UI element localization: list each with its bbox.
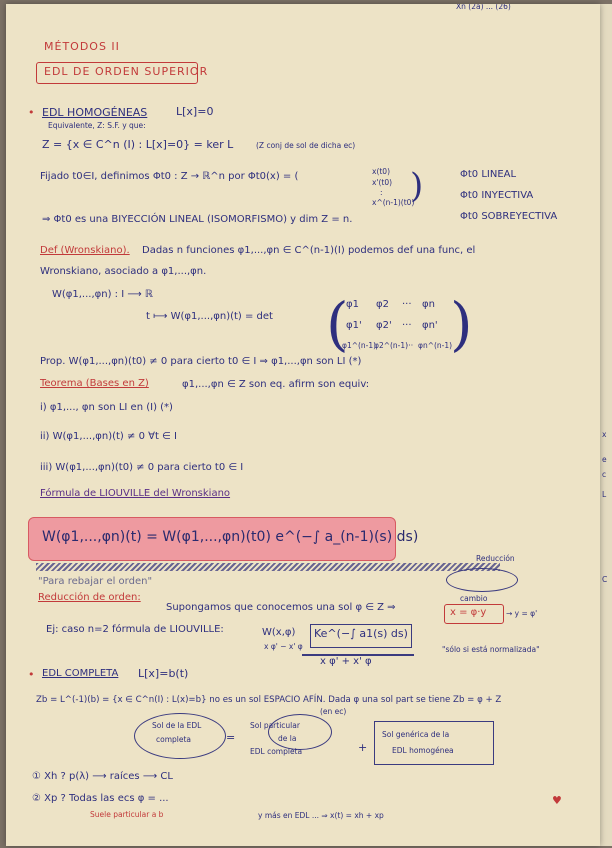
oval2-line1: Sol particular: [250, 721, 300, 730]
wronsk-map1: W(φ1,...,φn) : I ⟶ ℝ: [52, 289, 153, 300]
oval-sol-particular: [268, 714, 332, 750]
matrix-cell: φn: [422, 299, 435, 310]
reduccion-text: Supongamos que conocemos una sol φ ∈ Z ⇒: [166, 602, 396, 613]
oval2-line3: EDL completa: [250, 747, 303, 756]
complete-heading: EDL COMPLETA: [42, 668, 119, 679]
edge-mark: c: [602, 470, 607, 479]
vec-1: x'(t0): [372, 178, 393, 187]
homog-eq: L[x]=0: [176, 105, 214, 118]
prop-inyectiva: Φt0 INYECTIVA: [460, 190, 534, 201]
corner-note: Xn (2a) ... (26): [456, 4, 511, 11]
thm-head: Teorema (Bases en Z): [40, 378, 149, 389]
rect-line2: EDL homogénea: [392, 746, 454, 755]
prop-sobreyectiva: Φt0 SOBREYECTIVA: [460, 211, 558, 222]
change-var: x = φ·y: [450, 607, 487, 618]
plus-sign: +: [358, 741, 368, 754]
step-tail: y más en EDL ... ⇒ x(t) = xh + xp: [258, 811, 384, 820]
homog-note: Equivalente, Z: S.F. y que:: [48, 121, 146, 130]
vec-2: :: [380, 188, 383, 197]
bijection-line: ⇒ Φt0 es una BIYECCIÓN LINEAL (ISOMORFISMO) y dim Z = n.: [42, 214, 353, 225]
z-def: Z = {x ∈ C^n (I) : L[x]=0} = ker L: [42, 138, 234, 151]
matrix-cell: φ2: [376, 299, 389, 310]
frac-top: x φ' − x' φ: [264, 642, 303, 651]
rect-sol-homogenea: [374, 721, 494, 765]
wronsk-def-text1: Dadas n funciones φ1,...,φn ∈ C^(n-1)(I) podemos def una func, el: [142, 245, 476, 256]
ej-line: Ej: caso n=2 fórmula de LIOUVILLE:: [46, 624, 224, 635]
change-var-after: → y = φ': [506, 609, 538, 618]
matrix-close-paren: ): [450, 290, 473, 358]
reduccion-note: "Para rebajar el orden": [38, 576, 153, 587]
z-note: (Z conj de sol de dicha ec): [256, 141, 356, 150]
thm-text: φ1,...,φn ∈ Z son eq. afirm son equiv:: [182, 379, 370, 390]
edge-mark: C: [602, 575, 608, 584]
matrix-cell: ···: [402, 320, 412, 331]
normalizada-note: "sólo si está normalizada": [442, 645, 540, 654]
zb-line: Zb = L^(-1)(b) = {x ∈ C^n(I) : L(x)=b} no es un sol ESPACIO AFÍN. Dada φ una sol part se tiene Zb = φ + Z: [36, 695, 502, 705]
matrix-cell: φ1^(n-1): [342, 341, 377, 350]
step-2b: Suele particular a b: [90, 810, 164, 819]
bullet-icon: •: [28, 668, 35, 681]
matrix-cell: ···: [402, 299, 412, 310]
oval1-line1: Sol de la EDL: [152, 721, 202, 730]
wronsk-prop: Prop. W(φ1,...,φn)(t0) ≠ 0 para cierto t0 ∈ I ⇒ φ1,...,φn son LI (*): [40, 356, 362, 367]
fixed-line: Fijado t0∈I, definimos Φt0 : Z → ℝ^n por Φt0(x) = (: [40, 171, 299, 182]
complete-eq: L[x]=b(t): [138, 667, 189, 680]
vec-3: x^(n-1)(t0): [372, 198, 415, 207]
afin-sub: (en ec): [320, 707, 347, 716]
edge-mark: L: [602, 490, 607, 499]
notebook-page: [6, 4, 600, 846]
matrix-cell: φn^(n-1): [418, 341, 453, 350]
w-expr: W(x,φ): [262, 627, 296, 638]
title-line1: MÉTODOS II: [44, 40, 120, 53]
bullet-icon: •: [28, 106, 35, 119]
reduccion-head: Reducción de orden:: [38, 592, 141, 603]
title-line2: EDL DE ORDEN SUPERIOR: [44, 65, 209, 78]
page-edge: [600, 4, 612, 846]
heart-icon: ♥: [552, 794, 562, 807]
oval1-line2: completa: [156, 735, 192, 744]
step-2: ② Xp ? Todas las ecs φ = ...: [32, 793, 169, 804]
matrix-cell: φ1: [346, 299, 359, 310]
frac-bot: x φ' + x' φ: [320, 656, 372, 667]
matrix-cell: φn': [422, 320, 438, 331]
cambio-label: cambio: [460, 594, 488, 603]
step-1: ① Xh ? p(λ) ⟶ raíces ⟶ CL: [32, 771, 173, 782]
equals-sign: =: [226, 731, 236, 744]
rect-line1: Sol genérica de la: [382, 730, 450, 739]
liouville-heading: Fórmula de LIOUVILLE del Wronskiano: [40, 488, 231, 499]
wronsk-map2: t ⟼ W(φ1,...,φn)(t) = det: [146, 311, 273, 322]
prop-lineal: Φt0 LINEAL: [460, 169, 517, 180]
thm-item-3: iii) W(φ1,...,φn)(t0) ≠ 0 para cierto t0 ∈ I: [40, 462, 244, 473]
matrix-cell: φ2^(n-1): [374, 341, 409, 350]
oval2-line2: de la: [278, 734, 297, 743]
matrix-open-paren: (: [326, 290, 349, 358]
scribble-tag: Reducción: [476, 554, 515, 563]
matrix-cell: ···: [406, 341, 414, 350]
ke-expr: Ke^(−∫ a1(s) ds): [314, 627, 408, 640]
edge-mark: x: [602, 430, 607, 439]
thm-item-1: i) φ1,..., φn son LI en (I) (*): [40, 402, 173, 413]
vec-0: x(t0): [372, 167, 391, 176]
scribble-oval: [446, 568, 518, 592]
vec-close-paren: ): [410, 166, 424, 206]
wronsk-def-head: Def (Wronskiano).: [40, 245, 130, 256]
scribbled-out-line: [36, 563, 500, 571]
homog-heading: EDL HOMOGÉNEAS: [42, 106, 148, 119]
matrix-cell: φ2': [376, 320, 392, 331]
edge-mark: e: [602, 455, 607, 464]
wronsk-def-text2: Wronskiano, asociado a φ1,...,φn.: [40, 266, 207, 277]
thm-item-2: ii) W(φ1,...,φn)(t) ≠ 0 ∀t ∈ I: [40, 431, 177, 442]
liouville-formula: W(φ1,...,φn)(t) = W(φ1,...,φn)(t0) e^(−∫ a_(n-1)(s) ds): [42, 529, 419, 545]
matrix-cell: φ1': [346, 320, 362, 331]
